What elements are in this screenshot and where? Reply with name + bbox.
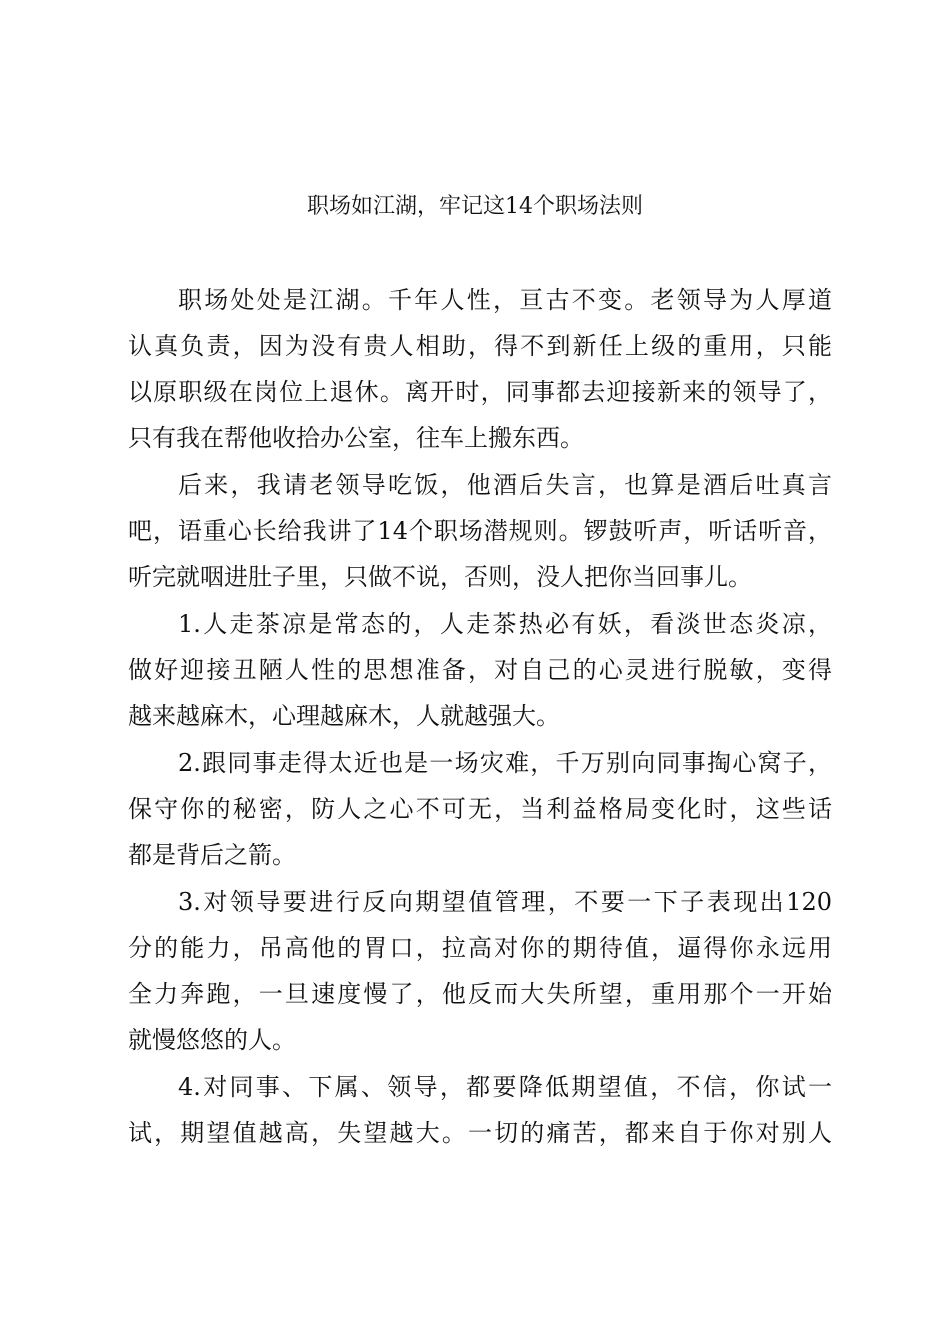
- paragraph: [128, 277, 832, 461]
- paragraph-line: 都是背后之箭。: [128, 841, 296, 869]
- paragraph-line: 吧，语重心长给我讲了14个职场潜规则。锣鼓听声，听话听音，: [128, 517, 832, 545]
- paragraph-line: 职场处处是江湖。千年人性，亘古不变。老领导为人厚道: [178, 286, 832, 314]
- paragraph-line: 就慢悠悠的人。: [128, 1026, 296, 1054]
- paragraph-line: 以原职级在岗位上退休。离开时，同事都去迎接新来的领导了，: [128, 378, 832, 406]
- document-body: [128, 277, 832, 1157]
- paragraph: [128, 1064, 832, 1156]
- paragraph: [128, 462, 832, 600]
- paragraph: [128, 601, 832, 739]
- paragraph-line: 后来，我请老领导吃饭，他酒后失言，也算是酒后吐真言: [178, 471, 832, 499]
- paragraph-line: 全力奔跑，一旦速度慢了，他反而大失所望，重用那个一开始: [128, 980, 832, 1008]
- paragraph-line: 分的能力，吊高他的胃口，拉高对你的期待值，逼得你永远用: [128, 934, 832, 962]
- paragraph-line: 做好迎接丑陋人性的思想准备，对自己的心灵进行脱敏，变得: [128, 656, 832, 684]
- paragraph-line: 试，期望值越高，失望越大。一切的痛苦，都来自于你对别人: [128, 1119, 832, 1147]
- paragraph-line: 越来越麻木，心理越麻木，人就越强大。: [128, 702, 560, 730]
- paragraph-line: 2.跟同事走得太近也是一场灾难，千万别向同事掏心窝子，: [178, 749, 832, 777]
- paragraph-line: 保守你的秘密，防人之心不可无，当利益格局变化时，这些话: [128, 795, 832, 823]
- paragraph-line: 1.人走茶凉是常态的，人走茶热必有妖，看淡世态炎凉，: [178, 610, 832, 638]
- paragraph: [128, 740, 832, 878]
- paragraph-line: 认真负责，因为没有贵人相助，得不到新任上级的重用，只能: [128, 332, 832, 360]
- paragraph-line: 3.对领导要进行反向期望值管理，不要一下子表现出120: [178, 888, 832, 916]
- paragraph-line: 4.对同事、下属、领导，都要降低期望值，不信，你试一: [178, 1073, 832, 1101]
- paragraph: [128, 879, 832, 1063]
- paragraph-line: 听完就咽进肚子里，只做不说，否则，没人把你当回事儿。: [128, 563, 752, 591]
- paragraph-line: 只有我在帮他收拾办公室，往车上搬东西。: [128, 424, 584, 452]
- document-title: 职场如江湖，牢记这14个职场法则: [307, 194, 643, 219]
